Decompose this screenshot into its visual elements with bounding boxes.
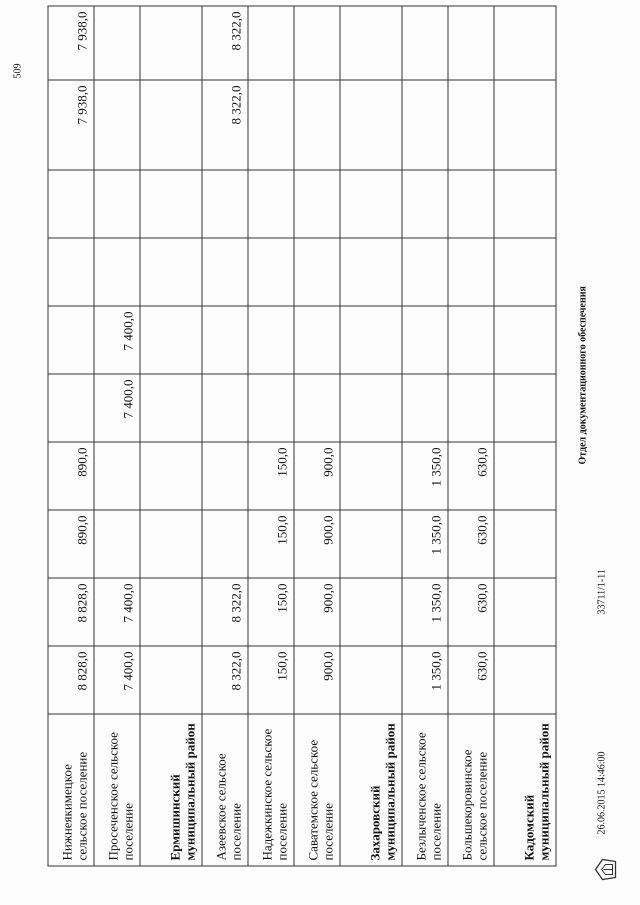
table-row: [248, 6, 294, 866]
footer-doc-code: 33711/1-11: [596, 569, 608, 615]
value-cell: [294, 170, 340, 238]
value-cell: [248, 374, 294, 442]
value-cell: 900,0: [294, 578, 340, 646]
value-cell: [48, 374, 94, 442]
value-cell: [494, 646, 556, 714]
value-cell: [340, 510, 402, 578]
table-row: [448, 6, 494, 866]
budget-table: [48, 6, 557, 867]
value-cell: [340, 6, 402, 80]
value-cell: [202, 374, 248, 442]
value-cell: 630,0: [448, 646, 494, 714]
value-cell: 8 322,0: [202, 80, 248, 170]
rotated-page-content: [1, 0, 640, 905]
value-cell: [340, 578, 402, 646]
row-name: Большекоровинское сельское поселение: [448, 714, 494, 866]
value-cell: 900,0: [294, 442, 340, 510]
value-cell: [94, 170, 140, 238]
value-cell: [248, 80, 294, 170]
value-cell: 890,0: [48, 510, 94, 578]
value-cell: 150,0: [248, 442, 294, 510]
value-cell: [94, 442, 140, 510]
value-cell: [140, 374, 202, 442]
row-name: Кадомский муниципальный район: [494, 714, 556, 866]
row-name: Ермишинский муниципальный район: [140, 714, 202, 866]
value-cell: [140, 80, 202, 170]
value-cell: [202, 442, 248, 510]
value-cell: [94, 80, 140, 170]
table-row: [94, 6, 140, 866]
value-cell: 8 322,0: [202, 6, 248, 80]
value-cell: [340, 646, 402, 714]
value-cell: 7 400,0: [94, 306, 140, 374]
value-cell: [494, 578, 556, 646]
value-cell: [494, 442, 556, 510]
row-name: Саватемское сельское поселение: [294, 714, 340, 866]
value-cell: [140, 238, 202, 306]
value-cell: 150,0: [248, 510, 294, 578]
row-name: Азеевское сельское поселение: [202, 714, 248, 866]
value-cell: [94, 6, 140, 80]
row-name: Надежкинское сельское поселение: [248, 714, 294, 866]
row-name: Просеченское сельское поселение: [94, 714, 140, 866]
value-cell: 900,0: [294, 510, 340, 578]
value-cell: [494, 6, 556, 80]
value-cell: 630,0: [448, 578, 494, 646]
page-number: 509: [12, 63, 24, 79]
value-cell: [340, 238, 402, 306]
value-cell: [202, 170, 248, 238]
value-cell: 7 938,0: [48, 6, 94, 80]
value-cell: 7 400,0: [94, 374, 140, 442]
table-row: [402, 6, 448, 866]
value-cell: [294, 374, 340, 442]
value-cell: [48, 170, 94, 238]
value-cell: 8 828,0: [48, 578, 94, 646]
value-cell: [140, 170, 202, 238]
value-cell: 7 400,0: [94, 578, 140, 646]
value-cell: [494, 170, 556, 238]
value-cell: [494, 510, 556, 578]
value-cell: 890,0: [48, 442, 94, 510]
row-name: Захаровский муниципальный район: [340, 714, 402, 866]
table-row: [202, 6, 248, 866]
value-cell: 8 828,0: [48, 646, 94, 714]
value-cell: 150,0: [248, 646, 294, 714]
value-cell: [448, 374, 494, 442]
table-row: [294, 6, 340, 866]
value-cell: [340, 170, 402, 238]
value-cell: [48, 306, 94, 374]
value-cell: 8 322,0: [202, 646, 248, 714]
value-cell: [448, 6, 494, 80]
value-cell: [48, 238, 94, 306]
value-cell: [140, 646, 202, 714]
value-cell: 7 400,0: [94, 646, 140, 714]
emblem-icon: [594, 857, 625, 883]
value-cell: 150,0: [248, 578, 294, 646]
value-cell: [340, 442, 402, 510]
value-cell: [448, 238, 494, 306]
value-cell: 1 350,0: [402, 510, 448, 578]
value-cell: [140, 510, 202, 578]
value-cell: [140, 6, 202, 80]
value-cell: 1 350,0: [402, 578, 448, 646]
table-row: [340, 6, 402, 866]
value-cell: 7 938,0: [48, 80, 94, 170]
table-row: [48, 6, 94, 866]
value-cell: 630,0: [448, 442, 494, 510]
value-cell: [494, 238, 556, 306]
value-cell: [340, 374, 402, 442]
value-cell: [448, 80, 494, 170]
value-cell: [94, 238, 140, 306]
value-cell: [494, 80, 556, 170]
value-cell: [202, 238, 248, 306]
value-cell: [248, 170, 294, 238]
value-cell: [494, 374, 556, 442]
row-name: Безлыченское сельское поселение: [402, 714, 448, 866]
footer-department: Отдел документационного обеспечения: [577, 286, 589, 465]
row-name: Нижнеякимецкое сельское поселение: [48, 714, 94, 866]
value-cell: [94, 510, 140, 578]
table-row: [140, 6, 202, 866]
value-cell: [140, 578, 202, 646]
value-cell: 1 350,0: [402, 442, 448, 510]
value-cell: [202, 306, 248, 374]
value-cell: [140, 442, 202, 510]
value-cell: [248, 238, 294, 306]
value-cell: [402, 6, 448, 80]
value-cell: [248, 306, 294, 374]
value-cell: [294, 238, 340, 306]
value-cell: [340, 80, 402, 170]
value-cell: [402, 80, 448, 170]
value-cell: 630,0: [448, 510, 494, 578]
value-cell: [294, 306, 340, 374]
value-cell: [402, 238, 448, 306]
footer-datetime: 26.06.2015 14:46:00: [596, 751, 608, 835]
value-cell: [402, 374, 448, 442]
value-cell: [448, 170, 494, 238]
value-cell: 8 322,0: [202, 578, 248, 646]
value-cell: 900,0: [294, 646, 340, 714]
value-cell: 1 350,0: [402, 646, 448, 714]
value-cell: [294, 80, 340, 170]
value-cell: [494, 306, 556, 374]
value-cell: [340, 306, 402, 374]
value-cell: [448, 306, 494, 374]
value-cell: [402, 170, 448, 238]
value-cell: [294, 6, 340, 80]
value-cell: [202, 510, 248, 578]
table-row: [494, 6, 556, 866]
value-cell: [402, 306, 448, 374]
value-cell: [140, 306, 202, 374]
value-cell: [248, 6, 294, 80]
